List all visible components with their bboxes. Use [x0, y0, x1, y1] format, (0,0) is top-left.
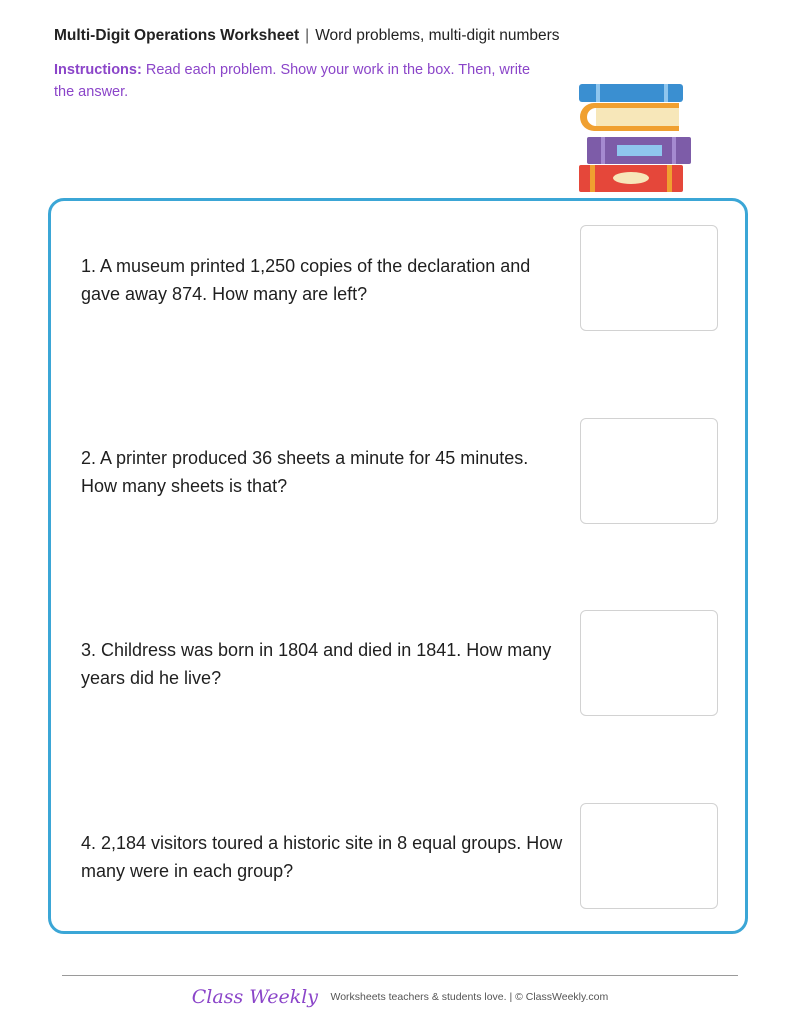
answer-box-4[interactable] — [580, 803, 718, 909]
problem-1: 1. A museum printed 1,250 copies of the declaration and gave away 874. How many are left? — [81, 256, 531, 304]
problem-2: 2. A printer produced 36 sheets a minute for 45 minutes. How many sheets is that? — [81, 448, 529, 496]
worksheet-title: Multi-Digit Operations Worksheet — [54, 27, 300, 44]
stack-of-books-illustration — [576, 82, 696, 194]
instructions — [54, 59, 544, 103]
footer-divider — [62, 975, 738, 976]
answer-box-3[interactable] — [580, 610, 718, 716]
problem-3: 3. Childress was born in 1804 and died in 1841. How many years did he live? — [81, 640, 552, 688]
header-separator: | — [305, 27, 310, 44]
instructions-text: Read each problem. Show your work in the box. Then, write the answer. — [54, 62, 531, 100]
footer-tagline: Worksheets teachers & students love. | © ClassWeekly.com — [330, 991, 609, 1003]
answer-box-2[interactable] — [580, 418, 718, 524]
stack-of-books-icon — [576, 82, 696, 194]
brand-logo: Class Weekly — [191, 986, 319, 1008]
answer-box-1[interactable] — [580, 225, 718, 331]
worksheet-subtitle: Word problems, multi-digit numbers — [315, 27, 560, 44]
problem-4: 4. 2,184 visitors toured a historic site in 8 equal groups. How many were in each group? — [81, 833, 563, 881]
worksheet-header — [54, 27, 560, 45]
footer — [0, 986, 800, 1008]
instructions-label: Instructions: — [54, 62, 142, 78]
